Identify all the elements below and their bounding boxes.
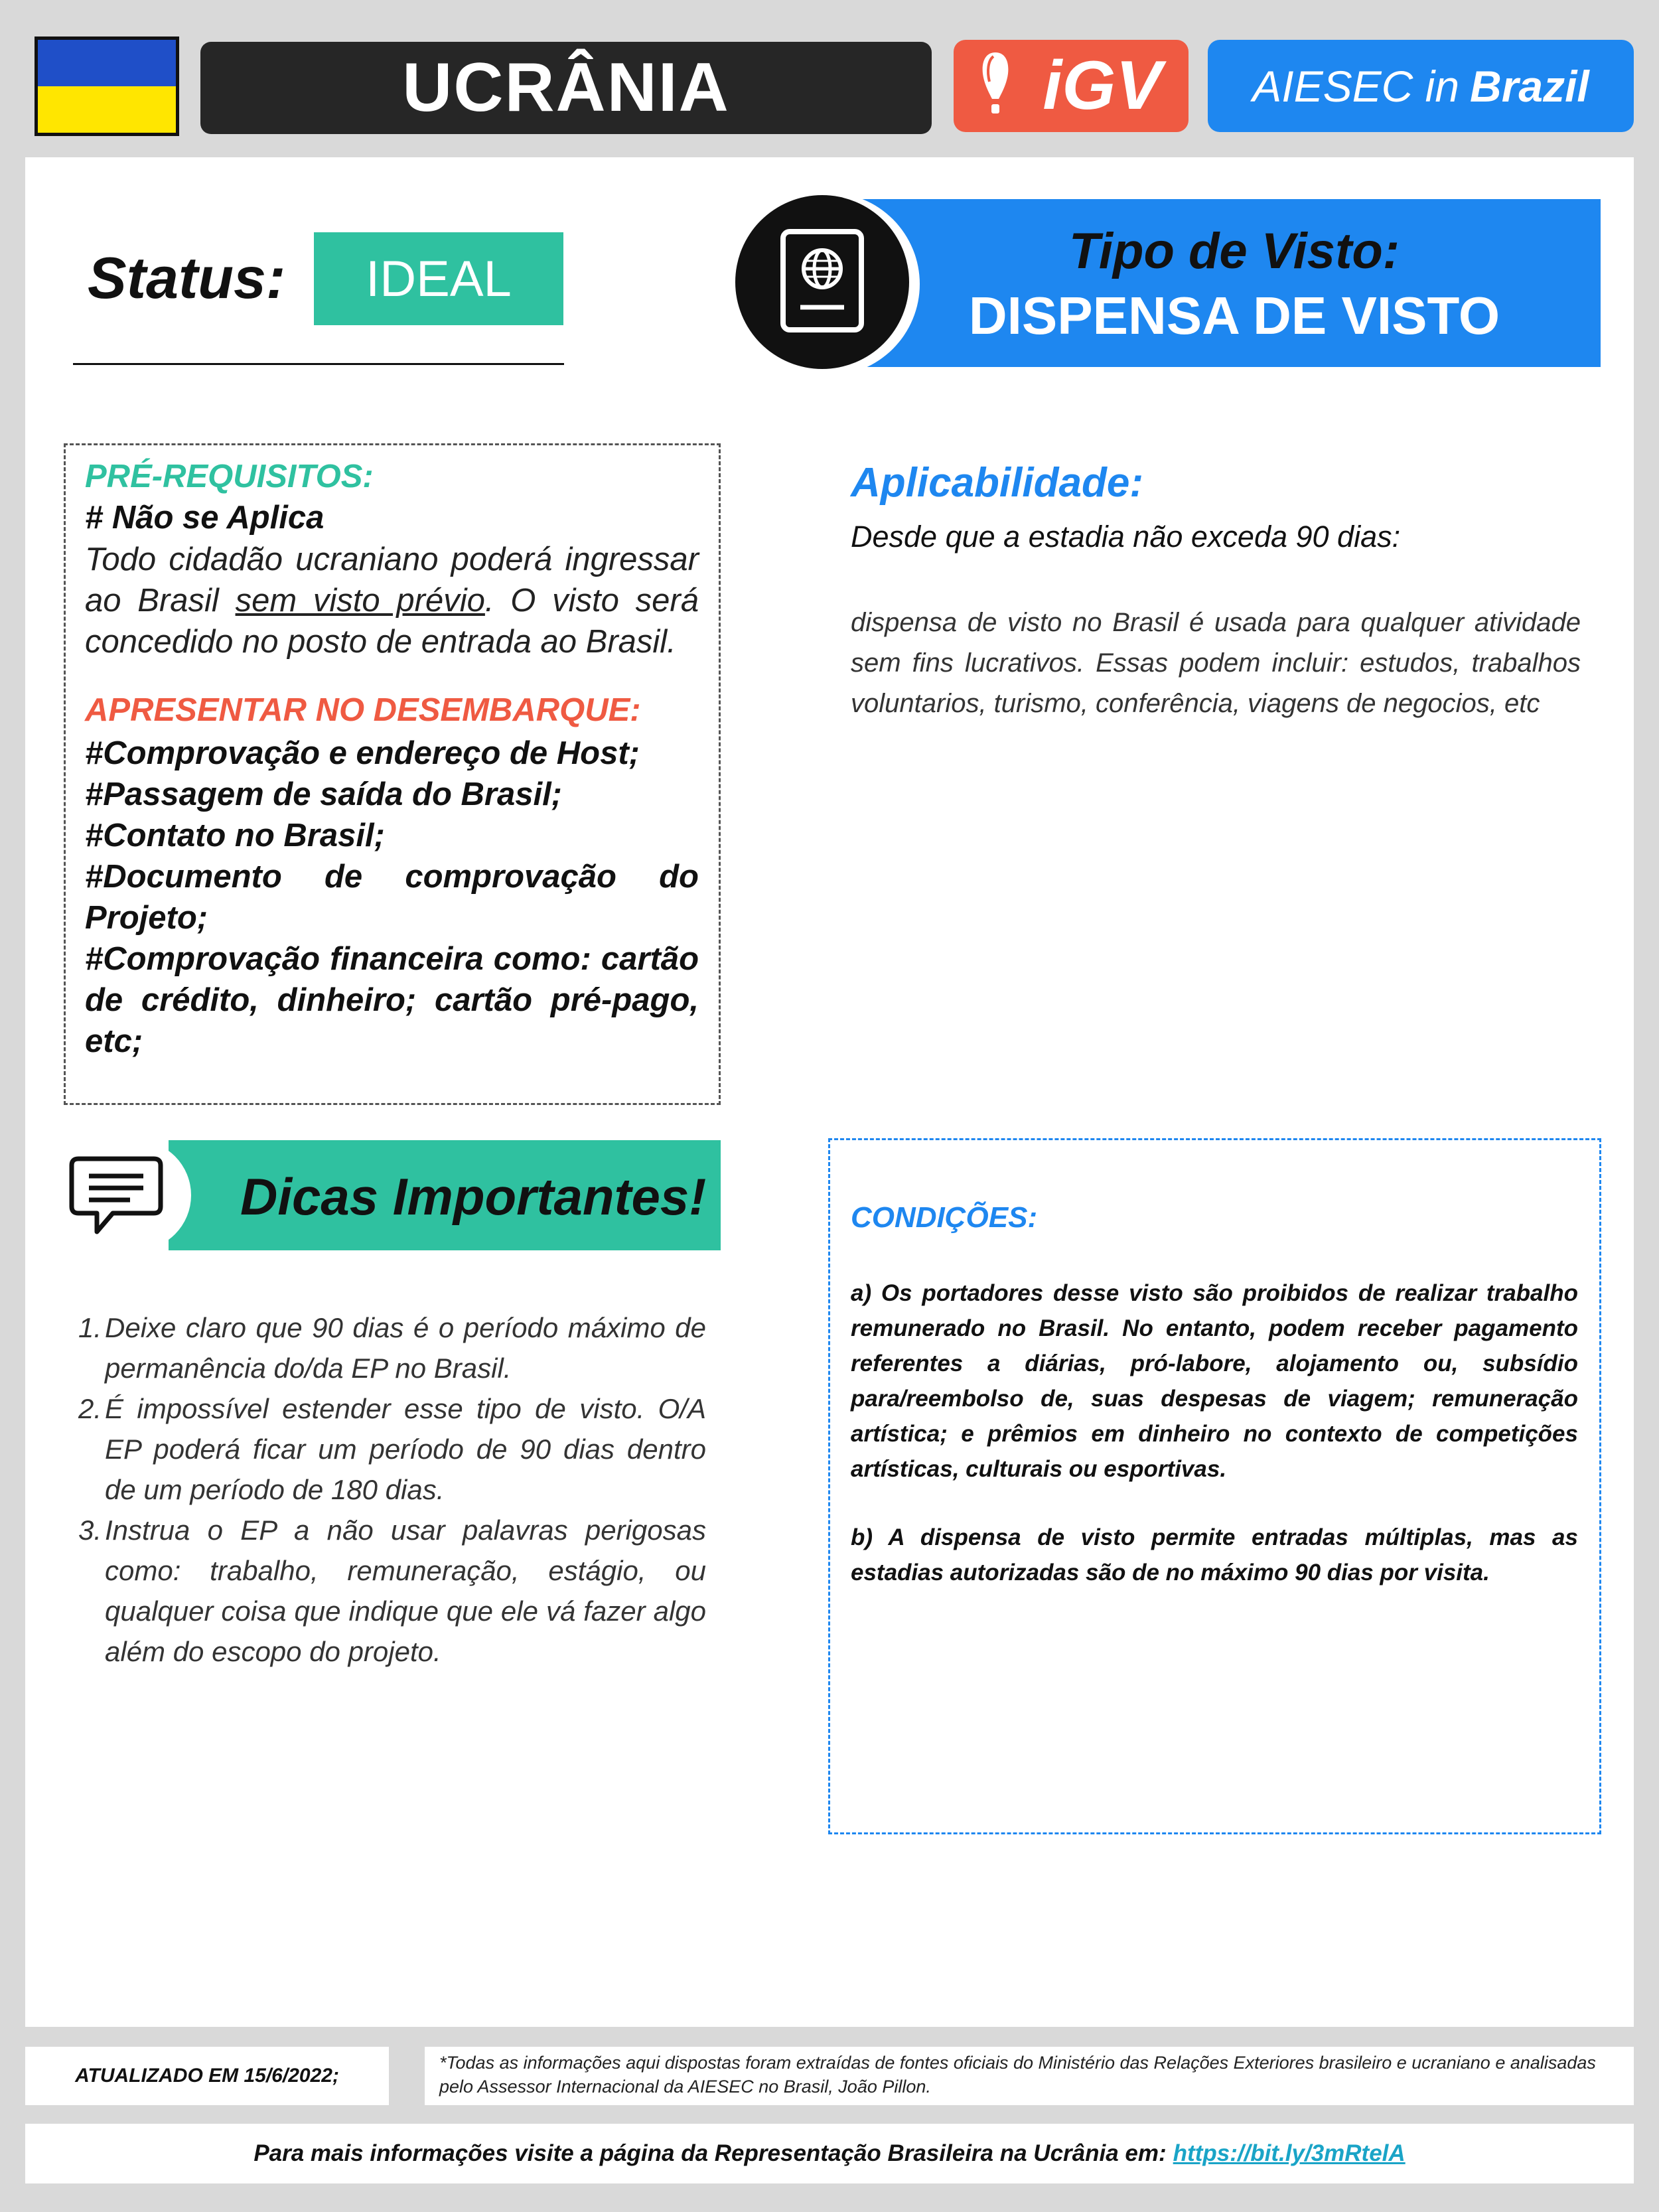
applicability-subtitle: Desde que a estadia não exceda 90 dias: (851, 520, 1401, 553)
visa-circle (735, 195, 909, 369)
disembark-heading: APRESENTAR NO DESEMBARQUE: (85, 692, 641, 728)
tip-item (78, 1510, 706, 1672)
balloon-icon (980, 51, 1011, 121)
flag-yellow-stripe (38, 86, 176, 133)
tip-text: Instrua o EP a não usar palavras perigosas como: trabalho, remuneração, estágio, ou qualquer coisa que indique que ele vá fazer algo além do escopo do projeto. (105, 1514, 706, 1667)
disembark-item: #Documento de comprovação do Projeto; (85, 859, 699, 936)
disembark-item: #Contato no Brasil; (85, 818, 385, 853)
tip-item (78, 1307, 706, 1388)
updated-date: ATUALIZADO EM 15/6/2022; (25, 2047, 389, 2105)
condition-a: a) Os portadores desse visto são proibidos de realizar trabalho remunerado no Brasil. No entanto, podem receber pagamento referentes a diárias, pró-labore, alojamento ou, subsídio para/reembolso de, suas despesas de viagem; remuneração artística; e prêmios em dinheiro no contexto de competições artísticas, culturais ou esportivas. (851, 1280, 1578, 1482)
source-note: *Todas as informações aqui dispostas foram extraídas de fontes oficiais do Ministério das Relações Exteriores brasileiro e ucraniano e analisadas pelo Assessor Internacional da AIESEC no Brasil, João Pillon. (439, 2053, 1596, 2097)
igv-badge (954, 40, 1189, 132)
more-info-text: Para mais informações visite a página da Representação Brasileira na Ucrânia em: (253, 2140, 1167, 2166)
tip-number: 1. (78, 1312, 102, 1343)
visa-title: Tipo de Visto: (1068, 223, 1400, 279)
aiesec-brazil-badge (1208, 40, 1634, 132)
status-badge: IDEAL (314, 232, 563, 325)
tip-text: É impossível estender esse tipo de visto. O/A EP poderá ficar um período de 90 dias dentro de um período de 180 dias. (105, 1393, 706, 1505)
tip-text: Deixe claro que 90 dias é o período máximo de permanência do/da EP no Brasil. (105, 1312, 706, 1384)
prerequisites-item: # Não se Aplica (85, 500, 325, 536)
tip-item (78, 1388, 706, 1510)
visa-type: DISPENSA DE VISTO (968, 286, 1500, 345)
applicability-heading: Aplicabilidade: (851, 460, 1143, 506)
tips-list (78, 1307, 706, 1672)
more-info-bar (25, 2124, 1634, 2183)
page-title: UCRÂNIA (200, 42, 932, 134)
disembark-item: #Comprovação financeira como: cartão de crédito, dinheiro; cartão pré-pago, etc; (85, 941, 699, 1059)
condition-b: b) A dispensa de visto permite entradas múltiplas, mas as estadias autorizadas são de no máximo 90 dias por visita. (851, 1524, 1578, 1585)
prerequisites-text-end: . O visto será concedido no posto de entrada ao Brasil. (85, 583, 699, 660)
status-label: Status: (88, 245, 286, 311)
disembark-item: #Comprovação e endereço de Host; (85, 735, 640, 771)
ukraine-flag (35, 37, 179, 136)
tip-number: 3. (78, 1514, 102, 1546)
aiesec-country: Brazil (1470, 61, 1589, 111)
tip-number: 2. (78, 1393, 102, 1424)
disembark-item: #Passagem de saída do Brasil; (85, 776, 562, 812)
chat-icon (66, 1153, 166, 1240)
tips-title: Dicas Importantes! (240, 1167, 707, 1226)
status-divider (73, 363, 564, 365)
igv-label: iGV (1043, 47, 1162, 124)
disembark-list (85, 733, 699, 1062)
prerequisites-text (85, 539, 699, 662)
more-info-link[interactable]: https://bit.ly/3mRtelA (1173, 2140, 1406, 2166)
prerequisites-text-start: Todo cidadão ucraniano poderá ingressar ao Brasil (85, 542, 699, 619)
prerequisites-text-underlined: sem visto prévio (235, 583, 485, 619)
conditions-heading: CONDIÇÕES: (851, 1201, 1038, 1234)
aiesec-prefix: AIESEC in (1252, 61, 1460, 111)
prerequisites-heading: PRÉ-REQUISITOS: (85, 459, 374, 494)
passport-icon (779, 228, 865, 337)
applicability-description: dispensa de visto no Brasil é usada para qualquer atividade sem fins lucrativos. Essas podem incluir: estudos, trabalhos voluntarios, turismo, conferência, viagens de negocios, etc (851, 608, 1581, 718)
flag-blue-stripe (38, 40, 176, 86)
